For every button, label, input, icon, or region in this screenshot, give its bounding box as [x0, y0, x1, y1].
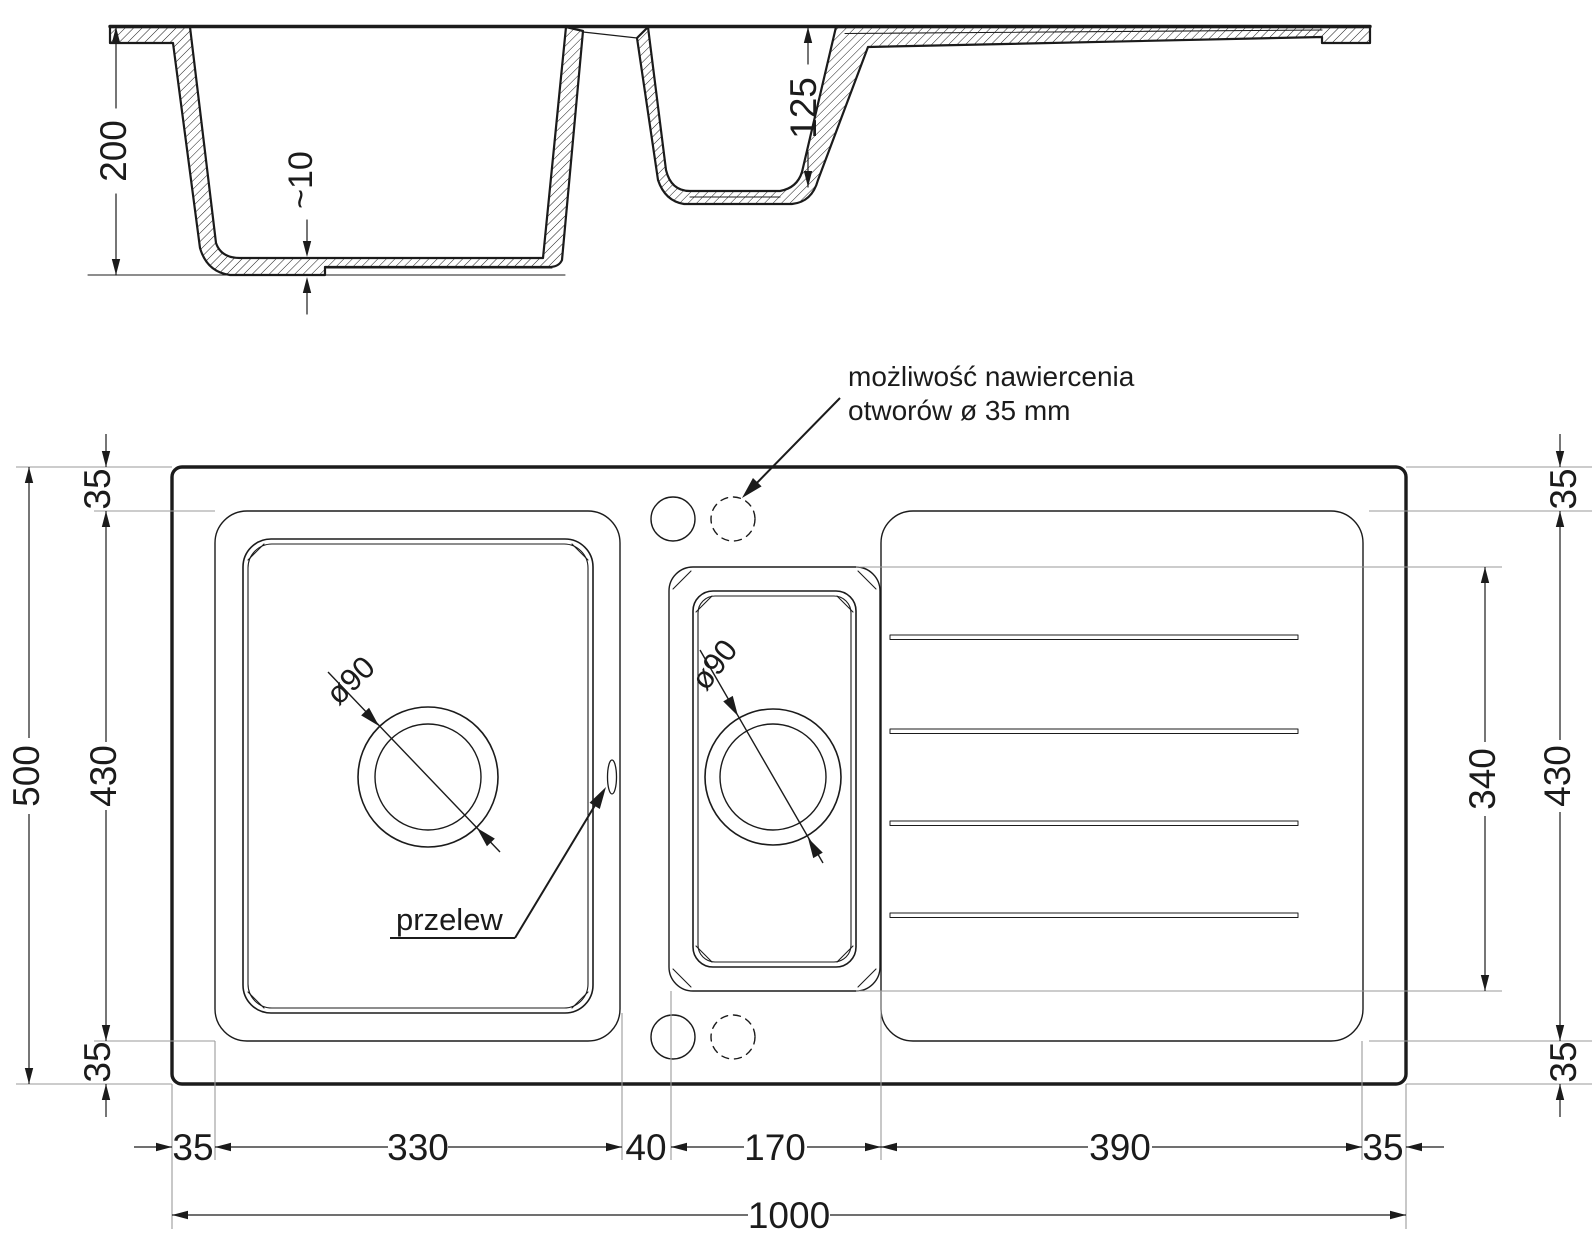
arrow: [1406, 1143, 1422, 1151]
bottom-dimensions: [134, 1127, 1444, 1236]
dim-label-small-bowl-length: 340: [1461, 748, 1503, 810]
arrow: [606, 1143, 622, 1151]
section-main-bowl: [110, 27, 583, 275]
dim-label-margin-bottom-right: 35: [1542, 1041, 1584, 1083]
arrow: [1481, 975, 1489, 991]
arrow-10-up: [303, 277, 311, 293]
drill-note-line2: otworów ø 35 mm: [848, 395, 1071, 426]
section-divider-top: [583, 32, 637, 38]
arrow: [1390, 1211, 1406, 1219]
dim-label-inner-height-left: 430: [82, 745, 124, 807]
arrow: [172, 1211, 188, 1219]
arrow: [102, 1084, 110, 1100]
dim-label-total-depth: 200: [92, 120, 134, 182]
groove-icon: [890, 635, 1298, 640]
arrow-200-bottom: [112, 259, 120, 275]
section-small-bowl-drainer: [637, 27, 1370, 204]
dim-label-total-height: 500: [5, 745, 47, 807]
small-drain-arrow-2: [803, 835, 823, 858]
dim-label-small-bowl-width: 170: [744, 1127, 806, 1168]
overflow-icon: [608, 760, 617, 794]
drill-note-line1: możliwość nawiercenia: [848, 361, 1135, 392]
small-drain-label: ø90: [683, 632, 745, 697]
arrow-10-down: [303, 241, 311, 257]
arrow: [1556, 1084, 1564, 1100]
arrow: [865, 1143, 881, 1151]
dim-label-main-bowl-width: 330: [387, 1127, 449, 1168]
arrow: [25, 467, 33, 483]
bowl-unit-rim: [215, 511, 620, 1041]
dim-label-margin-left: 35: [172, 1127, 214, 1168]
arrow: [1556, 1025, 1564, 1041]
section-view: [88, 27, 1370, 315]
right-dimensions: [1462, 434, 1584, 1117]
arrow: [102, 1025, 110, 1041]
dim-label-drainer-width: 390: [1089, 1127, 1151, 1168]
arrow-125-top: [804, 27, 812, 43]
optional-hole-top: [711, 497, 755, 541]
main-bowl-opening-outer: [243, 539, 593, 1013]
arrow: [1481, 567, 1489, 583]
dim-label-inner-height-right: 430: [1536, 745, 1578, 807]
optional-hole-bottom: [711, 1015, 755, 1059]
main-drain-label: ø90: [319, 649, 382, 712]
dim-label-bottom-thickness: ~10: [281, 151, 320, 209]
overflow-label: przelew: [396, 902, 503, 937]
dim-label-total-width: 1000: [747, 1195, 831, 1236]
small-drain-arrow-1: [723, 696, 743, 719]
dim-label-divider: 40: [625, 1127, 667, 1168]
callouts: [319, 361, 1135, 938]
arrow: [156, 1143, 172, 1151]
dim-label-margin-top-left: 35: [76, 468, 118, 510]
dim-label-margin-bottom-left: 35: [76, 1041, 118, 1083]
arrow: [102, 511, 110, 527]
arrow: [881, 1143, 897, 1151]
drainboard-depression: [881, 511, 1363, 1041]
arrow: [102, 451, 110, 467]
groove-icon: [890, 821, 1298, 826]
drainer-grooves: [890, 635, 1298, 918]
arrow: [671, 1143, 687, 1151]
arrow: [1556, 511, 1564, 527]
dim-label-margin-top-right: 35: [1542, 468, 1584, 510]
arrow: [1346, 1143, 1362, 1151]
dim-label-margin-right: 35: [1362, 1127, 1404, 1168]
arrow: [25, 1068, 33, 1084]
arrow: [1556, 451, 1564, 467]
left-dimensions: [6, 434, 124, 1117]
dim-label-small-bowl-depth: 125: [782, 77, 824, 139]
groove-icon: [890, 729, 1298, 734]
faucet-hole-top: [651, 497, 695, 541]
groove-icon: [890, 913, 1298, 918]
drill-note-leader: [746, 398, 840, 494]
arrow: [215, 1143, 231, 1151]
faucet-hole-bottom: [651, 1015, 695, 1059]
extension-lines: [16, 467, 1592, 1229]
